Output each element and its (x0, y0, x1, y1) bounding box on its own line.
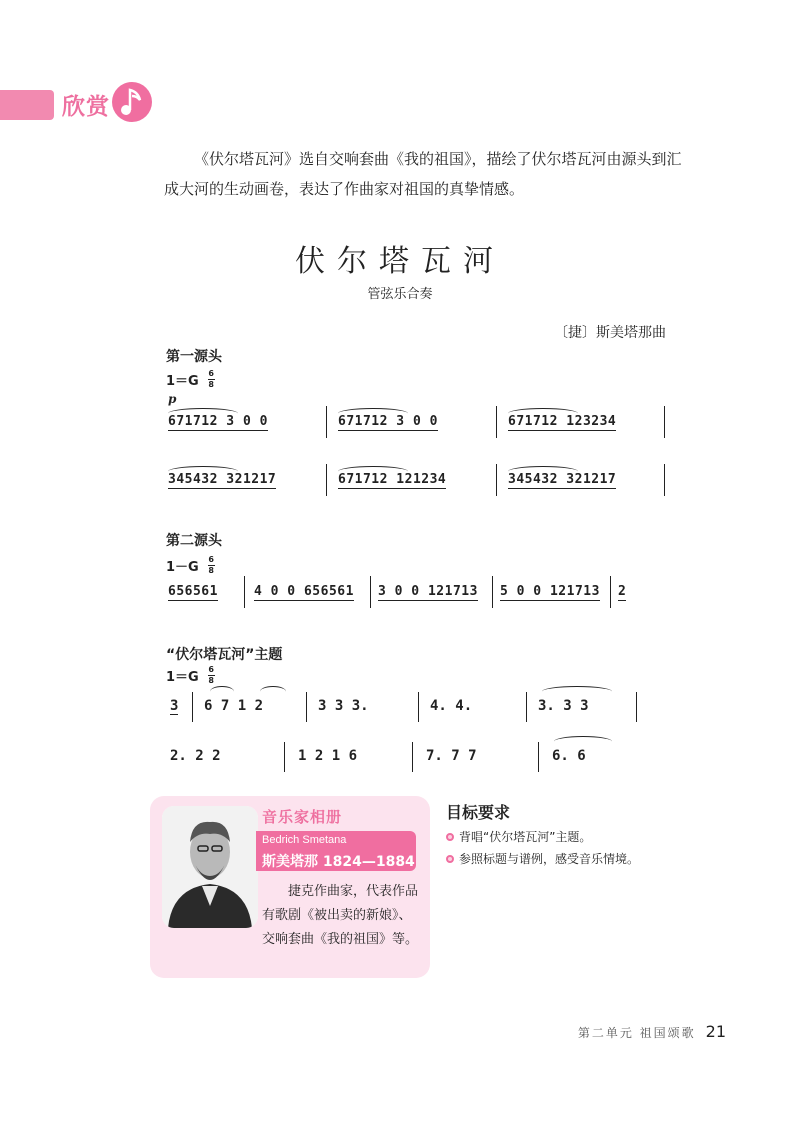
theme-measure: 4. 4. (430, 698, 473, 714)
score-row (166, 462, 666, 496)
piece-subtitle: 管弦乐合奏 (367, 287, 433, 302)
theme-measure: 6 7 1 2 (204, 698, 264, 714)
section-heading-2: 第二源头 (166, 533, 222, 549)
barline (496, 464, 497, 496)
composer-portrait (162, 806, 258, 928)
measure-notes: 671712 121234 (338, 472, 447, 487)
composer-name-box (256, 831, 416, 871)
piece-title: 伏尔塔瓦河 (295, 244, 505, 279)
section-tab-label: 欣赏 (62, 94, 110, 120)
key-label: 1＝G (166, 374, 199, 389)
section-heading-3: “伏尔塔瓦河”主题 (166, 647, 283, 663)
key-signature-1 (166, 370, 215, 389)
portrait-image (162, 806, 258, 928)
intro-paragraph: 《伏尔塔瓦河》选自交响套曲《我的祖国》，描绘了伏尔塔瓦河由源头到汇成大河的生动画卷，表达了作曲家对祖国的真挚情感。 (164, 150, 682, 198)
measure-notes: 671712 3 0 0 (168, 414, 268, 429)
barline (412, 742, 413, 772)
barline (370, 576, 371, 608)
measure-notes: 5 0 0 121713 (500, 584, 600, 599)
time-signature: 6 8 (208, 369, 214, 389)
barline (418, 692, 419, 722)
measure-notes: 4 0 0 656561 (254, 584, 354, 599)
dynamic-marking: p (168, 392, 177, 406)
theme-measure: 3 3 3. (318, 698, 369, 714)
measure (254, 574, 364, 608)
key-label: 1＝G (166, 670, 199, 685)
barline (284, 742, 285, 772)
score-row (166, 574, 666, 608)
barline (664, 406, 665, 438)
theme-row (166, 736, 646, 780)
goals-title: 目标要求 (446, 803, 511, 822)
barline (610, 576, 611, 608)
measure-notes: 671712 123234 (508, 414, 617, 429)
measure-notes: 2 (618, 584, 627, 599)
barline (326, 464, 327, 496)
tie (260, 686, 286, 697)
measure-notes: 656561 (168, 584, 218, 599)
measure (500, 574, 610, 608)
theme-measure: 3 (170, 698, 179, 714)
barline (244, 576, 245, 608)
header-tab-bar (0, 90, 54, 120)
theme-measure: 2. 2 2 (170, 748, 221, 764)
barline (306, 692, 307, 722)
measure (168, 462, 318, 496)
key-signature-3 (166, 666, 215, 685)
goal-item: 背唱“伏尔塔瓦河”主题。 (446, 828, 591, 845)
measure (618, 574, 638, 608)
barline (538, 742, 539, 772)
barline (192, 692, 193, 722)
theme-measure: 7. 7 7 (426, 748, 477, 764)
measure (508, 404, 658, 438)
goal-item: 参照标题与谱例，感受音乐情境。 (446, 850, 639, 867)
measure-notes: 671712 3 0 0 (338, 414, 438, 429)
theme-measure: 1 2 1 6 (298, 748, 358, 764)
album-title: 音乐家相册 (262, 808, 343, 826)
composer-credit: 〔捷〕斯美塔那曲 (554, 325, 666, 341)
bullet-icon (446, 855, 454, 863)
bullet-icon (446, 833, 454, 841)
barline (636, 692, 637, 722)
key-label: 1－G (166, 560, 199, 575)
page-footer (578, 1022, 726, 1041)
theme-measure: 6. 6 (552, 748, 586, 764)
measure-notes: 345432 321217 (168, 472, 277, 487)
measure (168, 404, 318, 438)
barline (664, 464, 665, 496)
measure (338, 462, 488, 496)
tie (210, 686, 234, 697)
music-note-icon (110, 80, 154, 124)
barline (526, 692, 527, 722)
time-signature: 6 8 (208, 555, 214, 575)
page-number: 21 (705, 1022, 726, 1041)
section-heading-1: 第一源头 (166, 349, 222, 365)
barline (496, 406, 497, 438)
barline (492, 576, 493, 608)
measure-notes: 345432 321217 (508, 472, 617, 487)
tie (554, 736, 612, 747)
measure (378, 574, 488, 608)
measure (338, 404, 488, 438)
measure (168, 574, 238, 608)
time-signature: 6 8 (208, 665, 214, 685)
composer-latin-name: Bedrich Smetana (262, 834, 347, 846)
score-row (166, 404, 666, 438)
key-signature-2 (166, 556, 215, 575)
measure (508, 462, 658, 496)
measure-notes: 3 0 0 121713 (378, 584, 478, 599)
tie (542, 686, 612, 697)
barline (326, 406, 327, 438)
composer-bio: 捷克作曲家，代表作品有歌剧《被出卖的新娘》、交响套曲《我的祖国》等。 (262, 884, 419, 947)
unit-label: 第二单元 祖国颂歌 (577, 1026, 696, 1040)
composer-chinese-name: 斯美塔那 1824—1884 (262, 854, 415, 870)
theme-row (166, 686, 646, 730)
theme-measure: 3. 3 3 (538, 698, 589, 714)
